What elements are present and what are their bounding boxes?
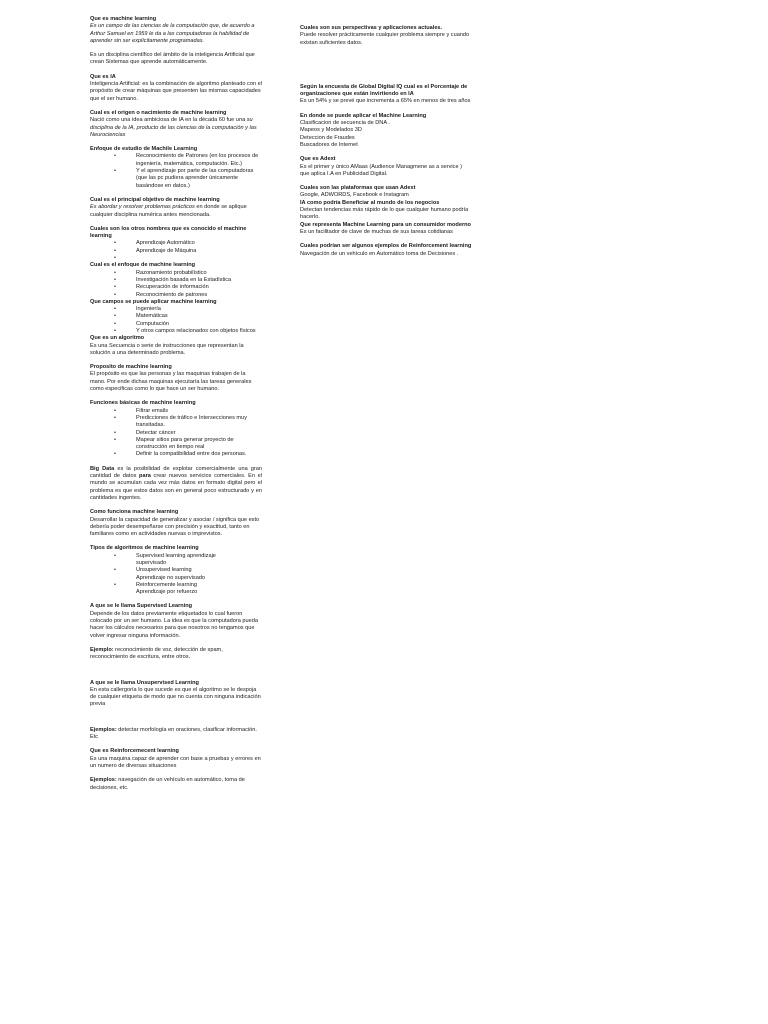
example-label: Ejemplos: bbox=[90, 777, 117, 784]
heading: Enfoque de estudio de Machile Learning bbox=[90, 146, 198, 153]
line: Deteccion de Fraudes bbox=[300, 134, 355, 141]
paragraph: Desarrollar la capacidad de generalizar y asociar / significa que esto debería poder desempeñarse con precisión y exactitud, tanto en familiares como en actividades nuevas o imprevistos. bbox=[90, 516, 260, 538]
bullet-list bbox=[90, 553, 262, 597]
list-item: • Reconocimiento de patrones bbox=[136, 292, 262, 299]
section-supervised bbox=[90, 603, 262, 639]
list-item bbox=[136, 567, 262, 582]
list-item: • Reconocimiento de Patrones (en los procesos de ingeniería, matemática, computación. Etc.) bbox=[136, 153, 262, 168]
paragraph-italic: Es abordar y resolver problemas prácticos bbox=[90, 204, 195, 211]
section-how-it-works bbox=[90, 509, 262, 538]
line: Buscadores de Internet bbox=[300, 141, 358, 148]
list-item: • Aprendizaje de Máquina bbox=[136, 248, 262, 255]
example-label: Ejemplo: bbox=[90, 646, 114, 653]
heading: Según la encuesta de Global Digital IQ cual es el Porcentaje de organizaciones que están invirtiendo en IA bbox=[300, 83, 468, 98]
heading: Cual es el principal objetivo de machine learning bbox=[90, 196, 220, 203]
section-algorithm-types bbox=[90, 545, 262, 596]
paragraph-italic: Es un campo de las ciencias de la computación que, de acuerdo a Arthur Samuel en 1959 le da a las computadoras la habilidad de aprender sin ser explícitamente programadas. bbox=[90, 23, 255, 44]
paragraph: Navegación de un vehículo en Automático toma de Decisiones . bbox=[300, 250, 459, 257]
heading: Que es un algoritmo bbox=[90, 335, 145, 342]
heading: Cuales podrían ser algunos ejemplos de Reinforcement learning bbox=[300, 243, 472, 250]
section-other-names bbox=[90, 226, 262, 262]
list-item: • Y otros campos relacionados con objetos físicos bbox=[136, 328, 262, 335]
section-unsupervised-example bbox=[90, 727, 262, 742]
section-supervised-example bbox=[90, 647, 262, 662]
list-item: • Investigación basada en la Estadística bbox=[136, 277, 262, 284]
list-item bbox=[136, 553, 262, 568]
example-text: detectar morfología en oraciones, clasificar información. Etc bbox=[90, 726, 257, 741]
heading: En donde se puede aplicar el Machine Learning bbox=[300, 112, 427, 119]
heading: Que es IA bbox=[90, 73, 116, 80]
example-text: navegación de un vehículo en automático, toma de decisiones, etc. bbox=[90, 777, 245, 791]
line: Mapeos y Modelados 3D bbox=[300, 127, 362, 134]
bullet-list bbox=[90, 408, 262, 459]
heading: Que es machine learning bbox=[90, 16, 157, 22]
heading: Proposito de machine learning bbox=[90, 364, 172, 371]
heading: Funciones básicas de machine learning bbox=[90, 400, 196, 407]
paragraph: Detectan tendencias más rápido de lo que cualquier humano podría hacerlo. bbox=[300, 207, 469, 221]
list-item: • Definir la compatibilidad entre dos personas. bbox=[136, 451, 262, 458]
paragraph: Nació como una idea ambiciosa de IA en la década 60 fue bbox=[90, 117, 235, 124]
line: Clasificacion de secuencia de DNA . bbox=[300, 120, 390, 127]
left-column bbox=[90, 16, 262, 799]
paragraph: Google, ADWORDS, Facebook e Instagram bbox=[300, 192, 409, 199]
heading: Cuales son sus perspectivas y aplicaciones actuales. bbox=[300, 25, 443, 31]
list-item: • Y el aprendizaje por parte de las computadoras (que las pc pudiera aprender únicamente basándose en datos.) bbox=[136, 168, 262, 190]
list-item: • Aprendizaje Automático bbox=[136, 240, 262, 247]
item-main: Unsupervised learning bbox=[136, 567, 192, 574]
paragraph: Es un disciplina científico del ámbito de la inteligencia Artificial que crean Sistemas que aprende automáticamente. bbox=[90, 52, 255, 66]
section-what-is-ia bbox=[90, 74, 262, 103]
list-item: • Computación bbox=[136, 321, 262, 328]
bullet-list bbox=[90, 270, 262, 299]
section-purpose bbox=[90, 364, 262, 393]
list-item bbox=[136, 582, 262, 597]
bullet-list bbox=[90, 153, 262, 189]
heading: Tipos de algoritmos de machine learning bbox=[90, 545, 199, 552]
section-study-focus bbox=[90, 146, 262, 190]
example-label: Ejemplos: bbox=[90, 726, 117, 733]
section-big-data bbox=[90, 466, 262, 502]
section-what-is-ml bbox=[90, 16, 262, 45]
heading: Que es Reinforcemecent learning bbox=[90, 748, 179, 755]
section-reinforcement bbox=[90, 748, 262, 770]
section-perspectives bbox=[300, 25, 472, 47]
heading: Que campos se puede aplicar machine learning bbox=[90, 298, 217, 305]
heading: A que se le llama Supervised Learning bbox=[90, 603, 193, 610]
heading: Cual es el origen o nacimiento de machine learning bbox=[90, 109, 227, 116]
paragraph: Es una Secuencia o serie de instrucciones que representan la solución a una determinado problema. bbox=[90, 342, 244, 356]
item-sub: supervisado bbox=[136, 560, 167, 566]
section-fields bbox=[90, 299, 262, 335]
paragraph: Depende de los datos previamente etiquetados lo cual fueron colocado por un ser humano. La idea es que la computadora pueda hacer los cálculos necesarios para que nosotros no tengamos que volver ingresar ninguna información. bbox=[90, 610, 258, 639]
bullet-list bbox=[90, 306, 262, 335]
section-survey bbox=[300, 84, 472, 106]
paragraph: Inteligencia Artificial: es la combinación de algoritmo planteado con el propósito de crear máquinas que presenten las mismas capacidades que el ser humano. bbox=[90, 81, 262, 102]
section-applications bbox=[300, 113, 472, 149]
item-main: Supervised learning aprendizaje bbox=[136, 552, 216, 559]
list-item: • Recuperación de información bbox=[136, 284, 262, 291]
section-adext bbox=[300, 156, 472, 178]
paragraph-italic: una su disciplina de la IA, producto de las ciencias de la computación y las Neurociencias bbox=[90, 117, 257, 138]
list-item: • Filtrar emails bbox=[136, 408, 262, 415]
section-unsupervised bbox=[90, 680, 262, 709]
bold-term: para bbox=[139, 473, 151, 480]
heading: Cuales son los otros nombres que es conocido el machine learning bbox=[90, 225, 247, 240]
bold-term: Big Data bbox=[90, 465, 115, 472]
section-origin bbox=[90, 110, 262, 139]
paragraph: es la posibilidad de explotar comercialmente una gran cantidad de datos bbox=[90, 465, 262, 480]
paragraph: En esta callergoría lo que sucede es que el algoritmo se le despoja de cualquier etiqueta de modo que no cuenta con ninguna indicación previa bbox=[90, 686, 261, 708]
section-reinforcement-example bbox=[90, 777, 262, 792]
section-reinforcement-examples bbox=[300, 243, 472, 258]
item-main: Reinforcemente learning bbox=[136, 581, 197, 588]
section-algorithm bbox=[90, 335, 262, 357]
paragraph: El propósito es que las personas y las maquinas trabajen de la mano. Por ende dichas maquinas ejecutaría las tareas generales como especificas como lo que hace un ser humano. bbox=[90, 371, 252, 393]
paragraph: Es un facilitador de clave de muchas de sus tareas cotidianas bbox=[300, 228, 453, 235]
section-main-objective bbox=[90, 197, 262, 219]
paragraph: Es un 54% y se prevé que incrementa a 65% en menos de tres años bbox=[300, 98, 471, 105]
heading: IA como podría Beneficiar al mundo de los negocios bbox=[300, 199, 440, 206]
list-item: • Matemáticas bbox=[136, 313, 262, 320]
example-text: reconocimiento de voz, detección de spam, reconocimiento de escritura, entre otros. bbox=[90, 646, 223, 661]
section-ml-approach bbox=[90, 262, 262, 298]
list-item: • Razonamiento probabilístico bbox=[136, 270, 262, 277]
paragraph: Es una maquina capaz de aprender con base a pruebas y errores en un numero de diversas situaciones bbox=[90, 755, 261, 769]
paragraph: crear nuevos servicios comerciales. En el mundo se acumulan cada vez más datos en formato digital pero el problema es que estos datos son en general poco estructurado y en cantidades ingentes. bbox=[90, 473, 262, 501]
paragraph: Es el primer y único AMaas (Audience Managmene as a service ) que aplica I.A en Publicidad Digital. bbox=[300, 163, 462, 177]
paragraph: Puede resolver prácticamente cualquier problema siempre y cuando existan suficientes datos. bbox=[300, 32, 470, 46]
heading: Que es Adext bbox=[300, 156, 336, 163]
section-basic-functions bbox=[90, 400, 262, 458]
section-ml-discipline bbox=[90, 52, 262, 67]
heading: Como funciona machine learning bbox=[90, 509, 179, 516]
list-item: • Detectar cáncer bbox=[136, 430, 262, 437]
item-sub: Aprendizaje no supervisado bbox=[136, 574, 206, 581]
list-item bbox=[136, 255, 262, 262]
heading: Que representa Machine Learning para un consumidor moderno bbox=[300, 221, 471, 228]
heading: A que se le llama Unsupervised Learning bbox=[90, 679, 199, 686]
list-item: • Predicciones de tráfico e Intersecciones muy transitadas. bbox=[136, 415, 262, 430]
section-platforms bbox=[300, 185, 472, 236]
bullet-list bbox=[90, 240, 262, 262]
heading: Cual es el enfoque de machine learning bbox=[90, 262, 196, 269]
paragraph: en donde se aplique cualquier disciplina numérica antes mencionada. bbox=[90, 204, 247, 218]
right-column bbox=[300, 25, 472, 265]
heading: Cuales son las plataformas que usan Adext bbox=[300, 185, 416, 192]
list-item: • Mapear sitios para generar proyecto de construcción en tiempo real bbox=[136, 437, 262, 452]
item-sub: Aprendizaje por refuerzo bbox=[136, 589, 198, 596]
list-item: • Ingeniería bbox=[136, 306, 262, 313]
